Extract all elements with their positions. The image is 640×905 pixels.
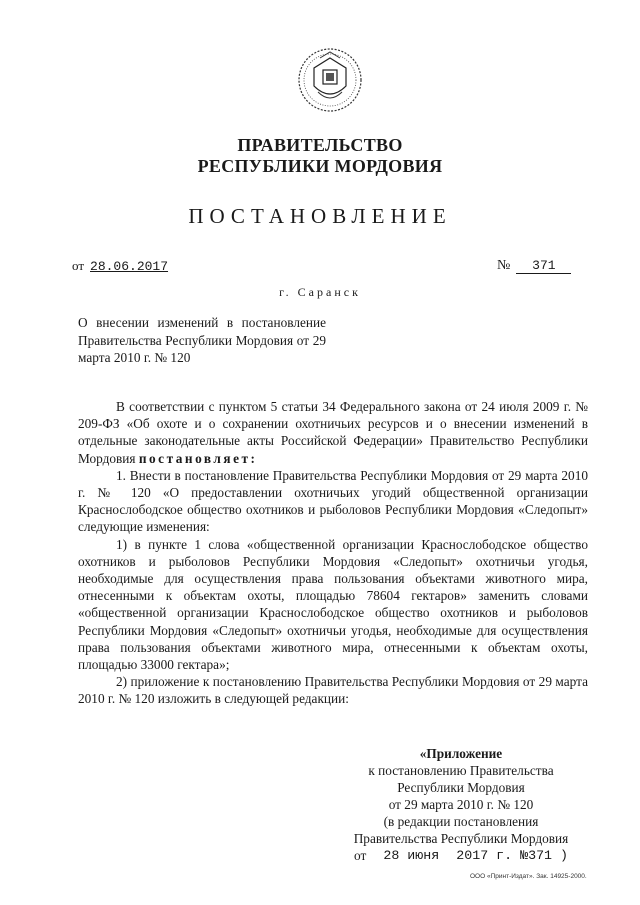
appendix-date-day: 28 июня bbox=[383, 848, 440, 863]
appendix-line-3: Республики Мордовия bbox=[397, 780, 525, 795]
coat-of-arms-emblem-icon bbox=[296, 46, 364, 114]
number-value: 371 bbox=[516, 258, 571, 274]
body-paragraph-1 bbox=[78, 398, 588, 467]
document-subject: О внесении изменений в постановление Правительства Республики Мордовия от 29 марта 2010 г. № 120 bbox=[78, 315, 326, 365]
government-name-line1: ПРАВИТЕЛЬСТВО bbox=[237, 135, 403, 155]
appendix-title: «Приложение bbox=[419, 746, 503, 761]
document-number bbox=[497, 258, 571, 274]
appendix-line-5: (в редакции постановления bbox=[383, 814, 539, 829]
appendix-header bbox=[330, 745, 592, 864]
appendix-line-7 bbox=[330, 847, 592, 864]
body-paragraph-3: 1) в пункте 1 слова «общественной организации Краснослободское общество охотников и рыболовов Республики Мордовия «Следопыт» охотничьи угодья, необходимые для осуществления права пользования объектами животного мира, отнесенными к объектам охоты, площадью 78604 гектаров» заменить словами «общественной организации Краснослободское общество охотников и рыболовов Республики Мордовия «Следопыт» охотничьи угодья, необходимые для осуществления права пользования объектами животного мира, отнесенными к объектам охоты, площадью 33000 гектара»; bbox=[78, 536, 588, 673]
resolves-keyword: постановляет: bbox=[138, 450, 258, 466]
appendix-line-4: от 29 марта 2010 г. № 120 bbox=[388, 797, 534, 812]
appendix-date-year: 2017 г. №371 ) bbox=[456, 848, 568, 863]
body-paragraph-1-text: В соответствии с пунктом 5 статьи 34 Федерального закона от 24 июля 2009 г. № 209-ФЗ «Об охоте и о сохранении охотничьих ресурсов и о внесении изменений в отдельные законодательные акты Российской Федерации» Правительство Республики Мордовия bbox=[78, 399, 588, 466]
government-name-line2: РЕСПУБЛИКИ МОРДОВИЯ bbox=[197, 156, 443, 176]
city: г. Саранск bbox=[279, 285, 361, 299]
number-prefix: № bbox=[497, 258, 511, 273]
document-date bbox=[72, 258, 168, 274]
document-body bbox=[78, 398, 588, 708]
document-type-title: ПОСТАНОВЛЕНИЕ bbox=[188, 204, 452, 228]
date-value: 28.06.2017 bbox=[90, 259, 169, 274]
date-prefix: от bbox=[72, 258, 85, 273]
appendix-date-prefix: от bbox=[354, 848, 367, 863]
appendix-line-6: Правительства Республики Мордовия bbox=[353, 831, 569, 846]
appendix-line-2: к постановлению Правительства bbox=[368, 763, 554, 778]
body-paragraph-4: 2) приложение к постановлению Правительства Республики Мордовия от 29 марта 2010 г. № 120 изложить в следующей редакции: bbox=[78, 674, 588, 707]
body-paragraph-2: 1. Внести в постановление Правительства Республики Мордовия от 29 марта 2010 г. № 120 «О предоставлении охотничьих угодий общественной организации Краснослободское общество охотников и рыболовов Республики Мордовия «Следопыт» следующие изменения: bbox=[78, 467, 588, 535]
printer-imprint: ООО «Принт-Издат». Зак. 14925-2000. bbox=[470, 873, 587, 880]
